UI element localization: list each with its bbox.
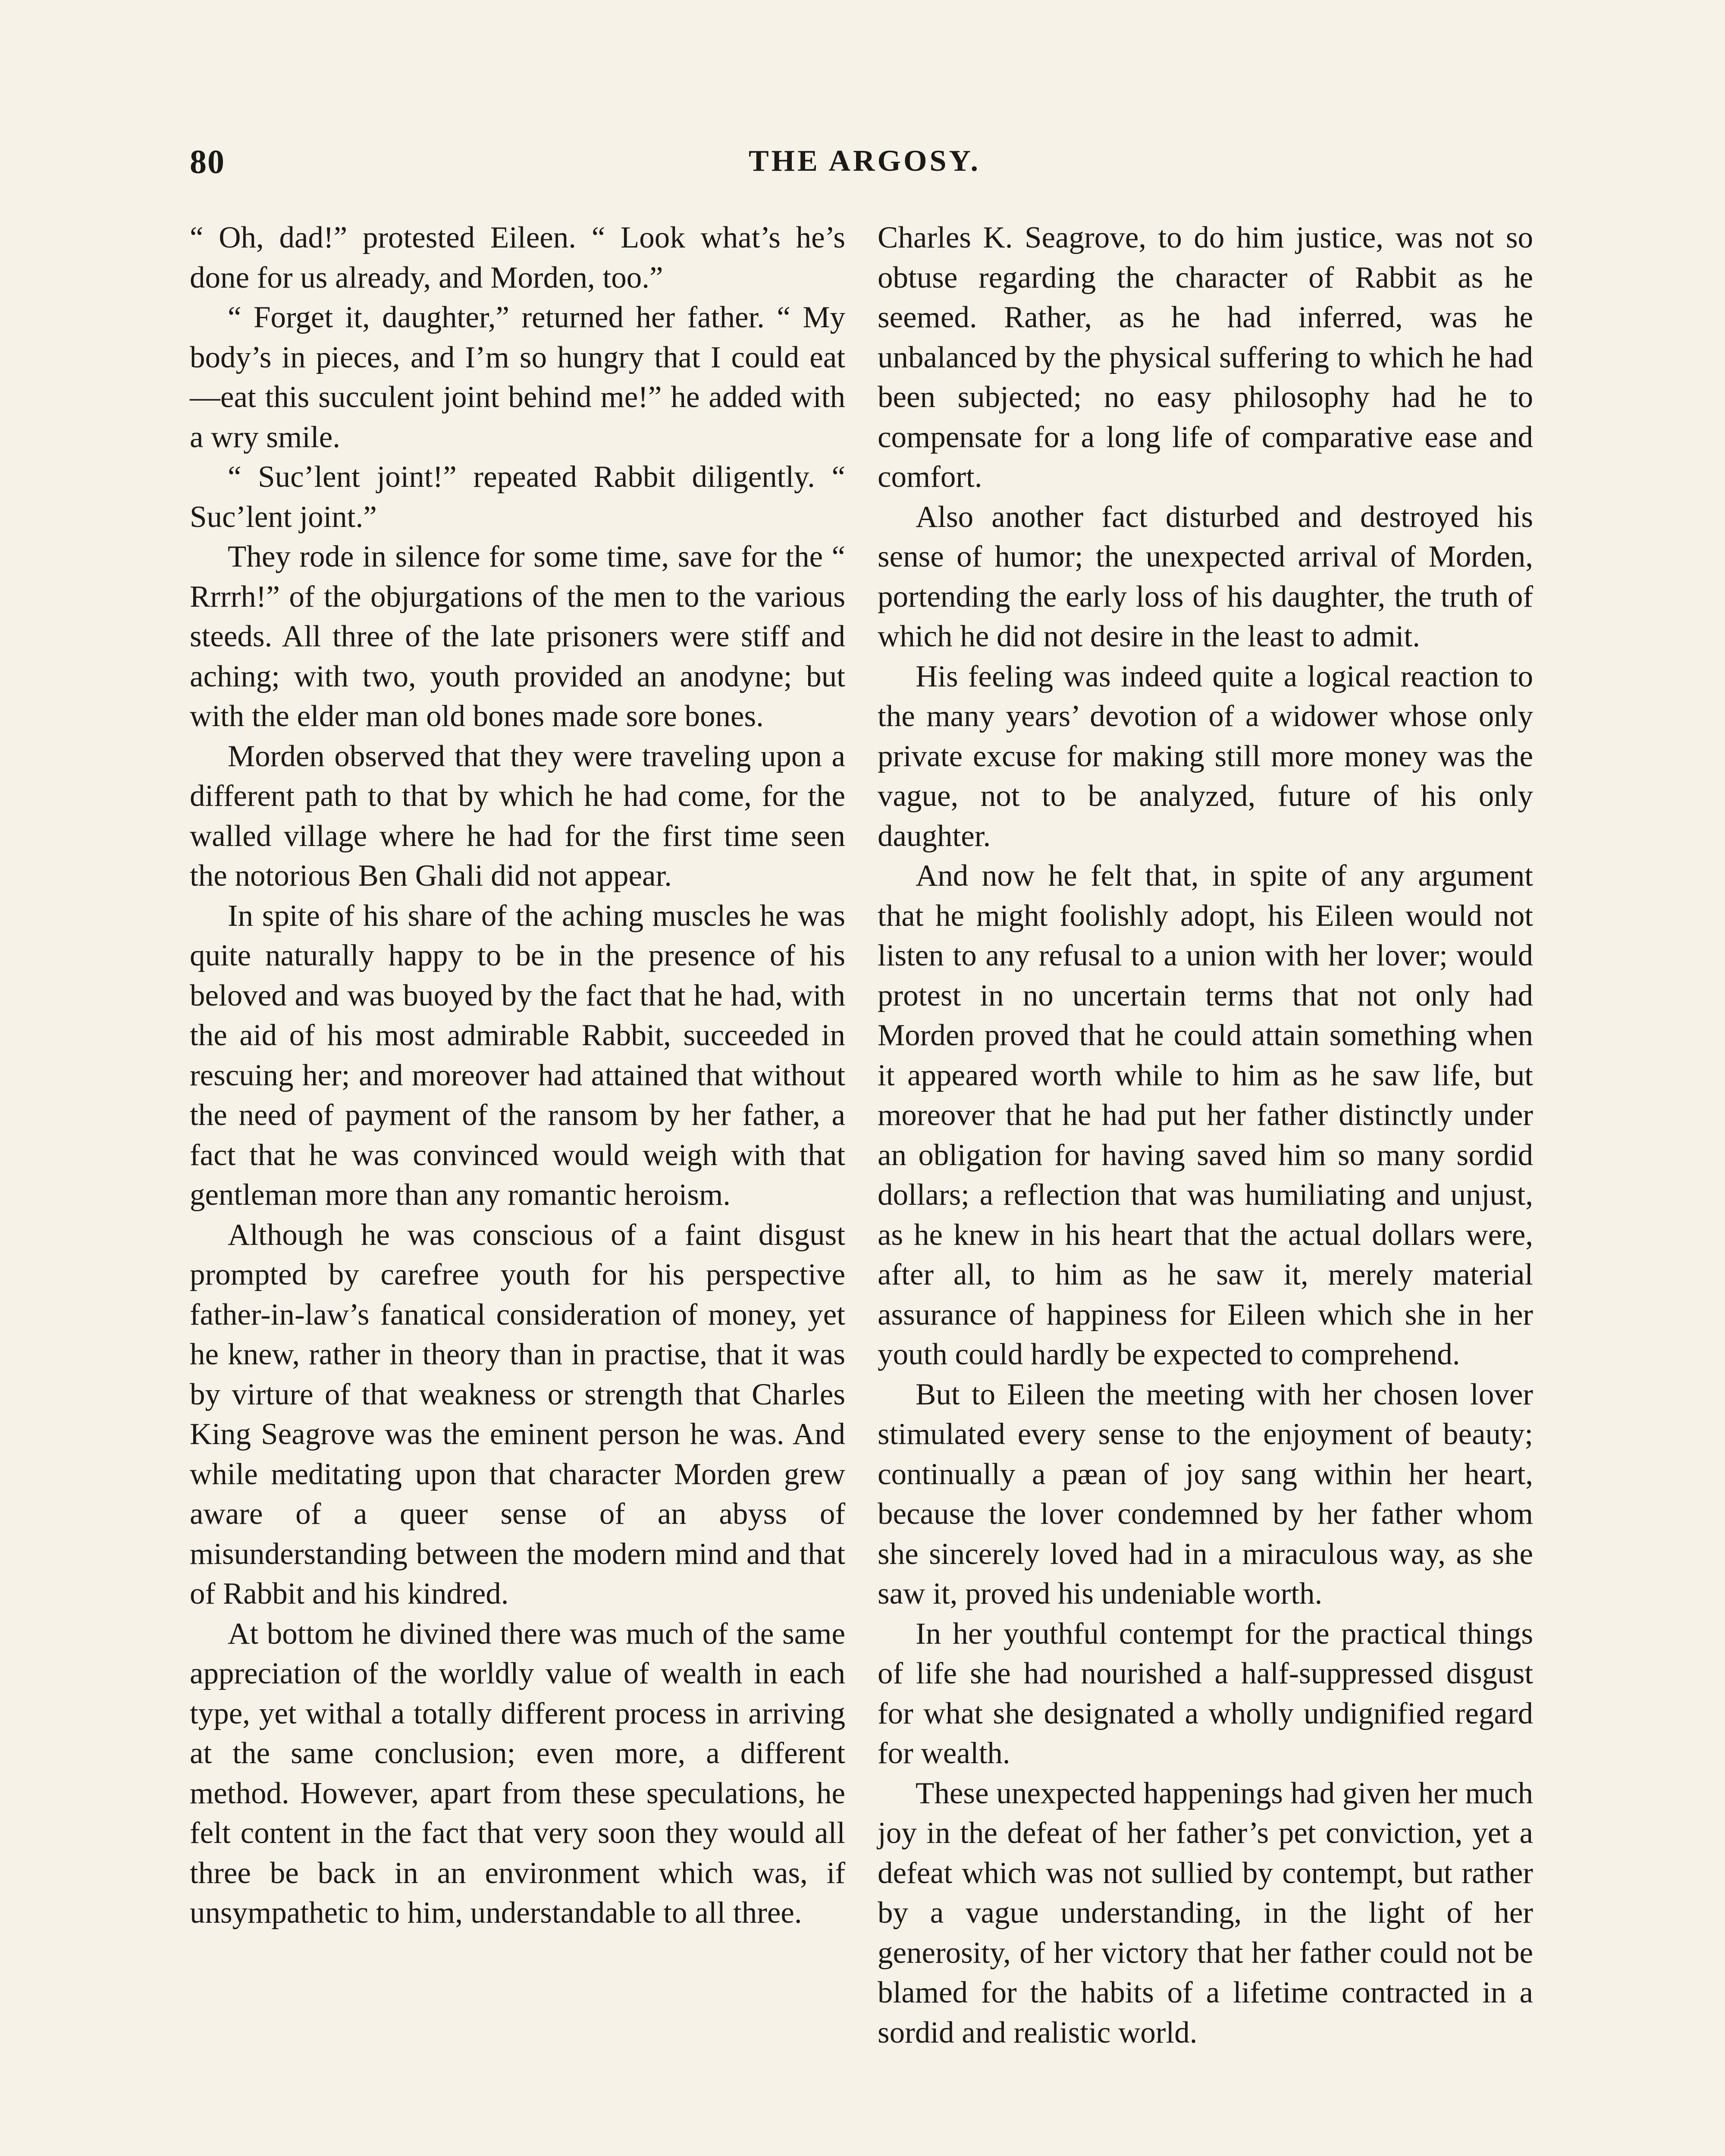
- page-header: [190, 142, 1540, 190]
- paragraph: “ Forget it, daughter,” returned her father. “ My body’s in pieces, and I’m so hungry that I could eat—eat this succulent joint behind me!” he added with a wry smile.: [190, 301, 845, 454]
- paragraph: “ Oh, dad!” protested Eileen. “ Look what’s he’s done for us already, and Morden, too.”: [190, 221, 845, 295]
- right-column: [878, 218, 1533, 2053]
- paragraph: His feeling was indeed quite a logical reaction to the many years’ devotion of a widower whose only private excuse for making still more money was the vague, not to be analyzed, future of his only daughter.: [878, 659, 1533, 853]
- paragraph: Charles K. Seagrove, to do him justice, was not so obtuse regarding the character of Rabbit as he seemed. Rather, as he had inferred, was he unbalanced by the physical suffering to which he had been subjected; no easy philosophy had he to compensate for a long life of comparative ease and comfort.: [878, 221, 1533, 494]
- paragraph: In spite of his share of the aching muscles he was quite naturally happy to be in the presence of his beloved and was buoyed by the fact that he had, with the aid of his most admirable Rabbit, succeeded in rescuing her; and moreover had attained that without the need of payment of the ransom by her father, a fact that he was convinced would weigh with that gentleman more than any romantic heroism.: [190, 899, 845, 1212]
- paragraph: Also another fact disturbed and destroyed his sense of humor; the unexpected arrival of Morden, portending the early loss of his daughter, the truth of which he did not desire in the least to admit.: [878, 500, 1533, 653]
- paragraph: At bottom he divined there was much of the same appreciation of the worldly value of wealth in each type, yet withal a totally different process in arriving at the same conclusion; even more, a different method. However, apart from these speculations, he felt content in the fact that very soon they would all three be back in an environment which was, if unsympathetic to him, understandable to all three.: [190, 1617, 845, 1930]
- page-number: 80: [190, 143, 225, 180]
- paragraph: Morden observed that they were traveling upon a different path to that by which he had come, for the walled village where he had for the first time seen the notorious Ben Ghali did not appear.: [190, 739, 845, 893]
- paragraph: “ Suc’lent joint!” repeated Rabbit diligently. “ Suc’lent joint.”: [190, 460, 845, 534]
- paragraph: They rode in silence for some time, save for the “ Rrrrh!” of the objurgations of the men to the various steeds. All three of the late prisoners were stiff and aching; with two, youth provided an anodyne; but with the elder man old bones made sore bones.: [190, 540, 845, 733]
- paragraph: In her youthful contempt for the practical things of life she had nourished a half-suppressed disgust for what she designated a wholly undignified regard for wealth.: [878, 1617, 1533, 1770]
- paragraph: These unexpected happenings had given her much joy in the defeat of her father’s pet conviction, yet a defeat which was not sullied by contempt, but rather by a vague understanding, in the light of her generosity, of her victory that her father could not be blamed for the habits of a lifetime contracted in a sordid and realistic world.: [878, 1776, 1533, 2049]
- running-title: THE ARGOSY.: [748, 144, 981, 178]
- paragraph: And now he felt that, in spite of any argument that he might foolishly adopt, his Eileen would not listen to any refusal to a union with her lover; would protest in no uncertain terms that not only had Morden proved that he could attain something when it appeared worth while to him as he saw life, but moreover that he had put her father distinctly under an obligation for having saved him so many sordid dollars; a reflection that was humiliating and unjust, as he knew in his heart that the actual dollars were, after all, to him as he saw it, merely material assurance of happiness for Eileen which she in her youth could hardly be expected to comprehend.: [878, 859, 1533, 1371]
- paragraph: But to Eileen the meeting with her chosen lover stimulated every sense to the enjoyment of beauty; continually a pæan of joy sang within her heart, because the lover condemned by her father whom she sincerely loved had in a miraculous way, as she saw it, proved his undeniable worth.: [878, 1377, 1533, 1611]
- paragraph: Although he was conscious of a faint disgust prompted by carefree youth for his perspective father-in-law’s fanatical consideration of money, yet he knew, rather in theory than in practise, that it was by virture of that weakness or strength that Charles King Seagrove was the eminent person he was. And while meditating upon that character Morden grew aware of a queer sense of an abyss of misunderstanding between the modern mind and that of Rabbit and his kindred.: [190, 1218, 845, 1611]
- left-column: [190, 218, 845, 1933]
